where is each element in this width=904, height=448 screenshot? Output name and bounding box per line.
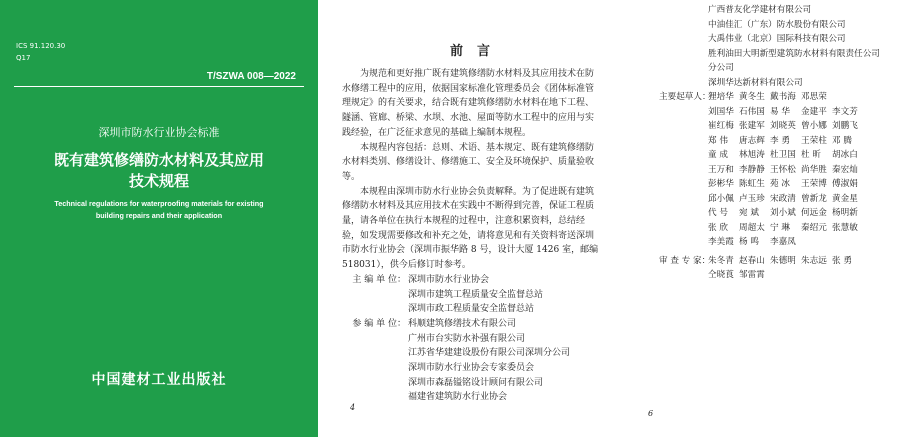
person-name: 邓思荣	[801, 92, 827, 102]
person-name: 杨 鸣	[739, 237, 759, 247]
person-name: 狸培华	[708, 92, 734, 102]
person-name: 邹雷霄	[739, 270, 765, 280]
preface-heading: 前言	[449, 44, 504, 59]
chief-unit: 深圳市防水行业协会	[408, 274, 490, 285]
participant-units-label: 参 编 单 位：	[352, 318, 406, 329]
person-name: 李 勇	[770, 135, 790, 146]
person-name: 周超太	[739, 222, 765, 233]
person-name: 朱德明	[770, 255, 796, 266]
person-name: 易 华	[770, 106, 790, 117]
person-name: 石伟国	[739, 106, 765, 117]
person-name: 郑 伟	[708, 135, 728, 146]
ccs-code: Q17	[16, 54, 31, 62]
person-name: 张慧敏	[832, 222, 858, 233]
person-name: 秦宏灿	[832, 164, 858, 175]
person-name: 李静静	[739, 164, 765, 175]
person-name: 王荣柱	[801, 135, 827, 146]
preface-paragraph: 本规程由深圳市防水行业协会负责解释。为了促进既有建筑修缮防水材料及其应用技术在实践中不断得到完善，保证工程质量，请各单位在执行本规程的过程中，注意积累资料，总结经验，如发现需要修改和补充之处，请将意见和有关资料寄送深圳市防水行业协会（深圳市振华路 8 号，设计大厦 1426 室，邮编518031），供今后修订时参考。	[342, 186, 599, 271]
person-name: 赵春山	[739, 255, 765, 266]
person-name: 戴书海	[770, 92, 796, 102]
reviewers-label: 审 查 专 家：	[659, 255, 711, 266]
person-name: 宋政清	[770, 193, 796, 204]
person-name: 李文芳	[832, 106, 858, 117]
page-number: 4	[350, 403, 356, 412]
person-name: 张 勇	[832, 255, 852, 266]
cover-title-zh-line1: 既有建筑修缮防水材料及其应用	[53, 151, 264, 169]
person-name: 张建军	[739, 121, 765, 131]
person-name: 王万和	[708, 164, 734, 175]
person-name: 张 欣	[708, 222, 728, 233]
preface-paragraph: 本规程内容包括：总则、术语、基本规定、既有建筑修缮防水材料类别、修缮设计、修缮施工、安全及环境保护、质量验收等。	[342, 142, 595, 182]
participant-unit: 科顺建筑修缮技术有限公司	[408, 318, 517, 329]
ics-code: ICS 91.120.30	[16, 42, 66, 50]
person-name: 杜卫国	[770, 150, 796, 160]
person-name: 何远金	[801, 208, 827, 218]
person-name: 秦绍元	[801, 222, 827, 233]
org-line: 中油佳汇（广东）防水股份有限公司	[708, 19, 846, 30]
person-name: 代 号	[708, 208, 728, 218]
participant-unit: 深圳市防水行业协会专家委员会	[408, 363, 535, 374]
person-name: 朱志远	[801, 255, 827, 266]
person-name: 宛 斌	[739, 208, 759, 218]
chief-units-label: 主 编 单 位：	[352, 274, 406, 285]
person-name: 刘国华	[708, 106, 734, 117]
cover-page	[0, 0, 318, 437]
cover-title-en-line2: building repairs and their application	[95, 211, 223, 220]
person-name: 尚华胜	[801, 164, 827, 175]
cover-title-zh	[0, 150, 318, 192]
person-name: 刘晓英	[770, 121, 796, 131]
preface-page	[338, 0, 616, 448]
person-name: 彭彬华	[708, 179, 734, 189]
person-name: 李嘉凤	[770, 237, 796, 247]
person-name: 曾新龙	[801, 193, 827, 204]
issuer-line: 深圳市防水行业协会标准	[98, 126, 220, 139]
person-name: 邓 腾	[832, 135, 852, 146]
participant-unit: 深圳市森磊镒铭设计顾问有限公司	[408, 377, 544, 388]
chief-unit: 深圳市建筑工程质量安全监督总站	[408, 289, 544, 300]
person-name: 仝晓莨	[708, 270, 734, 280]
person-name: 刘鹏飞	[832, 121, 858, 131]
person-name: 陈虹生	[739, 179, 765, 189]
person-name: 唐志辉	[739, 135, 765, 146]
cover-title-en	[18, 198, 300, 222]
person-name: 黄金星	[832, 193, 858, 204]
participant-units-block	[342, 317, 602, 405]
org-line: 分公司	[708, 63, 734, 73]
chief-units-block	[342, 273, 602, 317]
cover-classification	[16, 40, 65, 64]
person-name: 傅淑娟	[832, 179, 858, 189]
person-name: 崔红梅	[708, 121, 734, 131]
preface-paragraph: 为规范和更好推广既有建筑修缮防水材料及其应用技术在防水修缮工程中的应用，依据国家标准化管理委员会《团体标准管理规定》的有关要求，结合既有建筑修缮防水材料在地下工程、隧涵、管廊、桥梁、水坝、水池、屋面等防水工程中的应用与实践经验，在广泛征求意见的基础上编制本规程。	[342, 69, 595, 138]
cover-divider	[14, 86, 304, 87]
page-number: 6	[648, 409, 654, 418]
contributors-body	[640, 3, 902, 283]
drafters-block	[640, 90, 902, 250]
cover-title-en-line1: Technical regulations for waterproofing materials for existing	[54, 199, 264, 208]
chief-unit: 深圳市政工程质量安全监督总站	[408, 304, 535, 315]
org-line: 大禹伟业（北京）国际科技有限公司	[708, 34, 846, 44]
person-name: 童 成	[708, 150, 728, 160]
person-name: 黄冬生	[739, 92, 765, 102]
participant-unit: 福建省建筑防水行业协会	[408, 392, 508, 403]
drafters-label: 主要起草人：	[659, 92, 711, 102]
publisher-name: 中国建材工业出版社	[91, 372, 227, 388]
org-line: 广西普友化学建材有限公司	[708, 5, 812, 15]
person-name: 曾小娜	[801, 121, 827, 131]
person-name: 邱小佩	[708, 193, 734, 204]
person-name: 林旭涛	[739, 150, 765, 160]
person-name: 王怀松	[770, 164, 796, 175]
person-name: 杨明新	[832, 208, 858, 218]
org-line: 胜利油田大明新型建筑防水材料有限责任公司	[708, 48, 880, 59]
person-name: 王荣博	[801, 179, 827, 189]
cover-title-zh-line2: 技术规程	[128, 172, 189, 190]
person-name: 卢玉珍	[739, 193, 765, 204]
participant-unit: 江苏省华建建设股份有限公司深圳分公司	[408, 348, 571, 359]
person-name: 金建平	[801, 106, 827, 117]
contributors-page	[638, 0, 904, 448]
person-name: 杜 昕	[801, 150, 821, 160]
person-name: 朱冬青	[708, 255, 734, 266]
person-name: 刘小斌	[770, 208, 796, 218]
person-name: 苑 冰	[770, 179, 790, 189]
org-line: 深圳华达新材料有限公司	[708, 77, 803, 88]
person-name: 胡冰白	[832, 150, 858, 160]
participant-unit: 广州市台实防水补强有限公司	[408, 333, 526, 344]
person-name: 宁 琳	[770, 222, 790, 233]
preface-body	[342, 67, 602, 405]
standard-number: T/SZWA 008—2022	[206, 71, 296, 82]
reviewers-block	[640, 254, 902, 283]
person-name: 李美霞	[708, 237, 734, 247]
